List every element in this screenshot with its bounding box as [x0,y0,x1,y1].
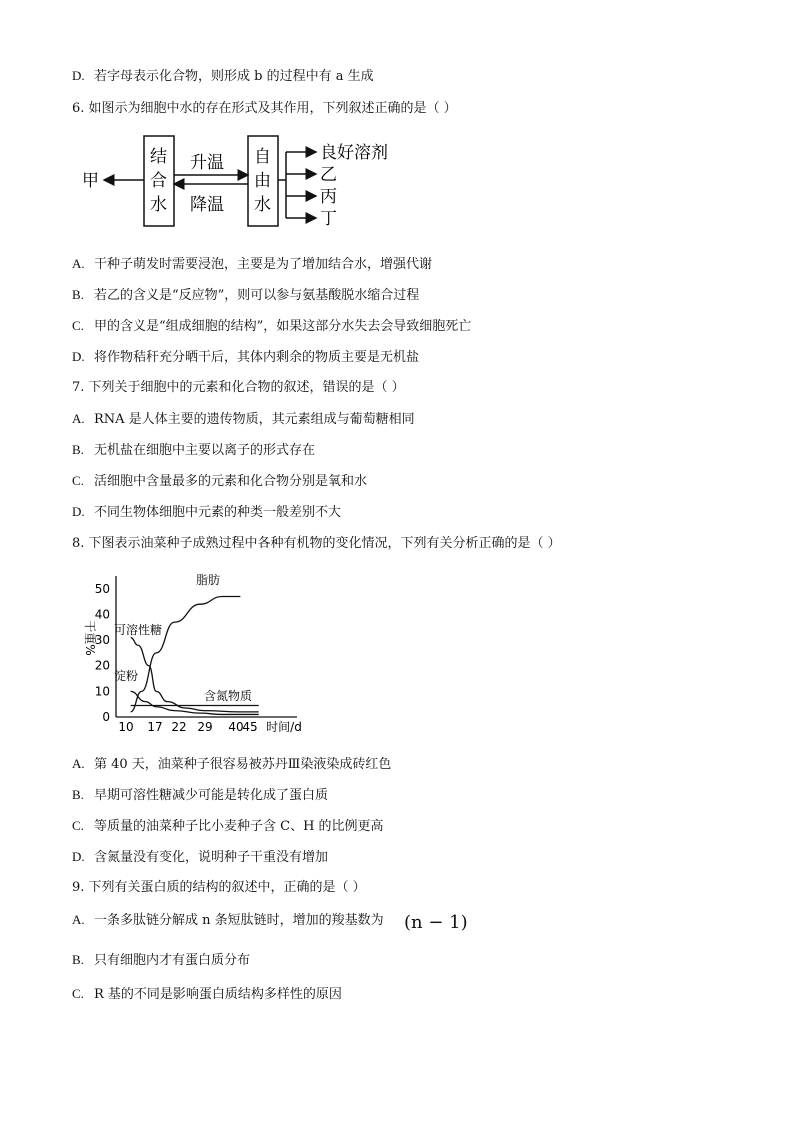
option-text: 等质量的油菜种子比小麦种子含 C、H 的比例更高 [94,819,384,834]
option-letter: A. [72,256,85,271]
y-tick-label: 10 [94,684,110,699]
option-text: 只有细胞内才有蛋白质分布 [94,953,251,968]
option-text: 含氮量没有变化，说明种子干重没有增加 [94,850,329,865]
x-tick-label: 17 [147,720,163,734]
y-axis-label: 干重% [83,620,97,656]
option-line [72,442,315,459]
series-label: 可溶性糖 [114,623,163,637]
option-letter: C. [72,986,84,1001]
option-letter: C. [72,318,84,333]
option-letter: C. [72,818,84,833]
water-diagram [80,132,420,232]
option-letter: B. [72,952,84,967]
series-label: 脂肪 [196,573,221,587]
option-line [72,818,384,835]
option-line [72,287,419,304]
x-tick-label: 40 [228,720,244,734]
option-line [72,849,328,866]
y-tick-label: 20 [94,658,110,673]
option-text: 将作物秸秆充分晒干后，其体内剩余的物质主要是无机盐 [94,350,420,365]
option-line [72,504,341,521]
option-letter: D. [72,849,85,864]
label-yi: 乙 [320,165,337,185]
formula-n-minus-1: (n − 1) [404,912,468,933]
free-water-char-2: 由 [254,171,271,191]
option-line [72,68,374,85]
bound-water-char-2: 合 [150,171,167,191]
option-text: 第 40 天，油菜种子很容易被苏丹Ⅲ染液染成砖红色 [94,757,392,772]
question-stem: 9. 下列有关蛋白质的结构的叙述中，正确的是（ ） [72,880,366,895]
label-bing: 丙 [320,187,337,207]
heat-up-label: 升温 [190,153,224,173]
question-stem: 8. 下图表示油菜种子成熟过程中各种有机物的变化情况，下列有关分析正确的是（ ） [72,536,561,551]
option-text: 若字母表示化合物，则形成 b 的过程中有 a 生成 [94,69,374,84]
cool-down-label: 降温 [190,195,224,215]
option-line [72,952,250,969]
option-text: 若乙的含义是“反应物”，则可以参与氨基酸脱水缩合过程 [94,288,420,303]
option-text: 早期可溶性糖减少可能是转化成了蛋白质 [94,788,329,803]
x-tick-label: 29 [197,720,213,734]
option-letter: A. [72,912,85,927]
option-line [72,256,432,273]
option-text: 一条多肽链分解成 n 条短肽链时，增加的羧基数为 [94,913,384,928]
question-stem: 7. 下列关于细胞中的元素和化合物的叙述，错误的是（ ） [72,380,405,395]
option-line [72,787,328,804]
option-letter: D. [72,504,85,519]
option-letter: D. [72,68,85,83]
x-axis-label: 时间/d [266,720,302,734]
seed-composition-chart [72,568,312,738]
option-text: R 基的不同是影响蛋白质结构多样性的原因 [94,987,342,1002]
option-letter: B. [72,787,84,802]
option-text: RNA 是人体主要的遗传物质，其元素组成与葡萄糖相同 [94,412,415,427]
option-letter: D. [72,349,85,364]
series-label: 淀粉 [114,669,139,683]
x-tick-label: 22 [171,720,187,734]
series-label: 含氮物质 [204,689,253,703]
bound-water-char-1: 结 [150,147,167,167]
option-text: 活细胞中含量最多的元素和化合物分别是氧和水 [94,474,368,489]
option-letter: B. [72,287,84,302]
option-line [72,411,415,428]
option-text: 不同生物体细胞中元素的种类一般差别不大 [94,505,342,520]
option-line [72,349,419,366]
label-good-solvent: 良好溶剂 [320,143,388,163]
y-tick-label: 0 [102,710,110,724]
option-text: 干种子萌发时需要浸泡，主要是为了增加结合水，增强代谢 [94,257,433,272]
option-text: 甲的含义是“组成细胞的结构”，如果这部分水失去会导致细胞死亡 [94,319,472,334]
option-line [72,756,391,773]
option-letter: A. [72,756,85,771]
option-line [72,318,471,335]
label-ding: 丁 [320,209,337,229]
y-tick-label: 50 [94,581,110,596]
y-tick-label: 40 [94,607,110,622]
free-water-char-3: 水 [254,195,271,215]
option-line [72,473,367,490]
option-letter: C. [72,473,84,488]
y-tick-label: 30 [94,633,110,648]
x-tick-label: 10 [118,720,134,734]
x-tick-label: 45 [242,720,258,734]
label-jia: 甲 [82,171,99,191]
option-letter: B. [72,442,84,457]
bound-water-char-3: 水 [150,195,167,215]
free-water-char-1: 自 [254,147,271,167]
option-line [72,986,342,1003]
option-letter: A. [72,411,85,426]
option-line [72,912,384,929]
option-text: 无机盐在细胞中主要以离子的形式存在 [94,443,316,458]
question-stem: 6. 如图示为细胞中水的存在形式及其作用，下列叙述正确的是（ ） [72,101,457,116]
